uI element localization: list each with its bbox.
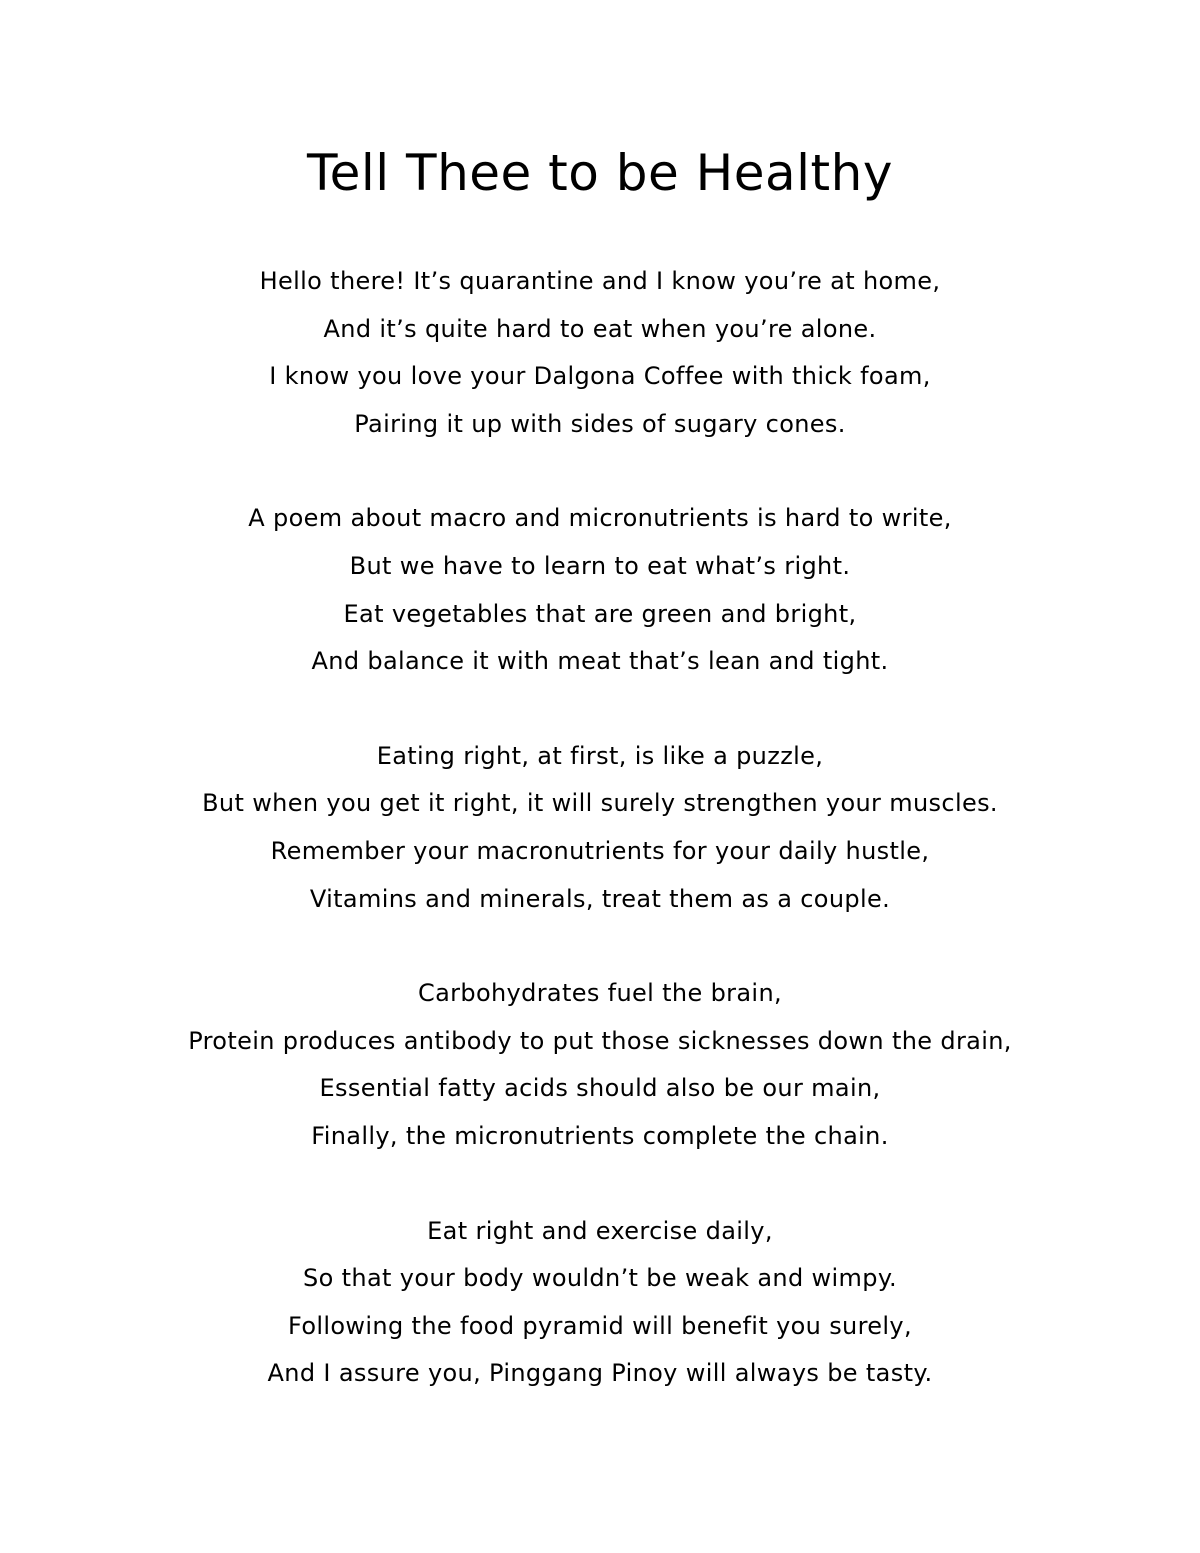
poem-line: And it’s quite hard to eat when you’re alone. <box>323 314 877 343</box>
poem-line: Protein produces antibody to put those sicknesses down the drain, <box>188 1026 1012 1055</box>
poem-line: Hello there! It’s quarantine and I know you’re at home, <box>259 267 941 295</box>
poem-line: But we have to learn to eat what’s right. <box>349 551 851 580</box>
poem-line: Carbohydrates fuel the brain, <box>418 979 782 1008</box>
poem-line: I know you love your Dalgona Coffee with thick foam, <box>269 362 931 391</box>
poem-line: And balance it with meat that’s lean and tight. <box>311 647 889 676</box>
stanza-3 <box>0 733 1200 923</box>
poem-line: But when you get it right, it will surely strengthen your muscles. <box>202 789 998 818</box>
stanza-5 <box>0 1208 1200 1398</box>
poem-line: Eat vegetables that are green and bright, <box>343 599 857 628</box>
poem-line: Finally, the micronutrients complete the chain. <box>311 1121 889 1150</box>
poem-line: Vitamins and minerals, treat them as a couple. <box>309 884 891 913</box>
poem-line: A poem about macro and micronutrients is hard to write, <box>248 504 952 533</box>
poem-body <box>0 258 1200 1445</box>
stanza-4 <box>0 970 1200 1160</box>
stanza-1 <box>0 258 1200 448</box>
poem-title: Tell Thee to be Healthy <box>307 144 893 202</box>
poem-line: Essential fatty acids should also be our main, <box>319 1074 881 1103</box>
poem-line: Pairing it up with sides of sugary cones. <box>354 409 846 438</box>
poem-line: Following the food pyramid will benefit you surely, <box>288 1311 912 1340</box>
poem-line: Eat right and exercise daily, <box>427 1216 773 1245</box>
stanza-2 <box>0 495 1200 685</box>
poem-line: Remember your macronutrients for your daily hustle, <box>270 836 930 865</box>
poem-line: And I assure you, Pinggang Pinoy will always be tasty. <box>267 1359 933 1388</box>
poem-line: So that your body wouldn’t be weak and wimpy. <box>303 1264 897 1293</box>
poem-line: Eating right, at first, is like a puzzle, <box>376 741 824 770</box>
